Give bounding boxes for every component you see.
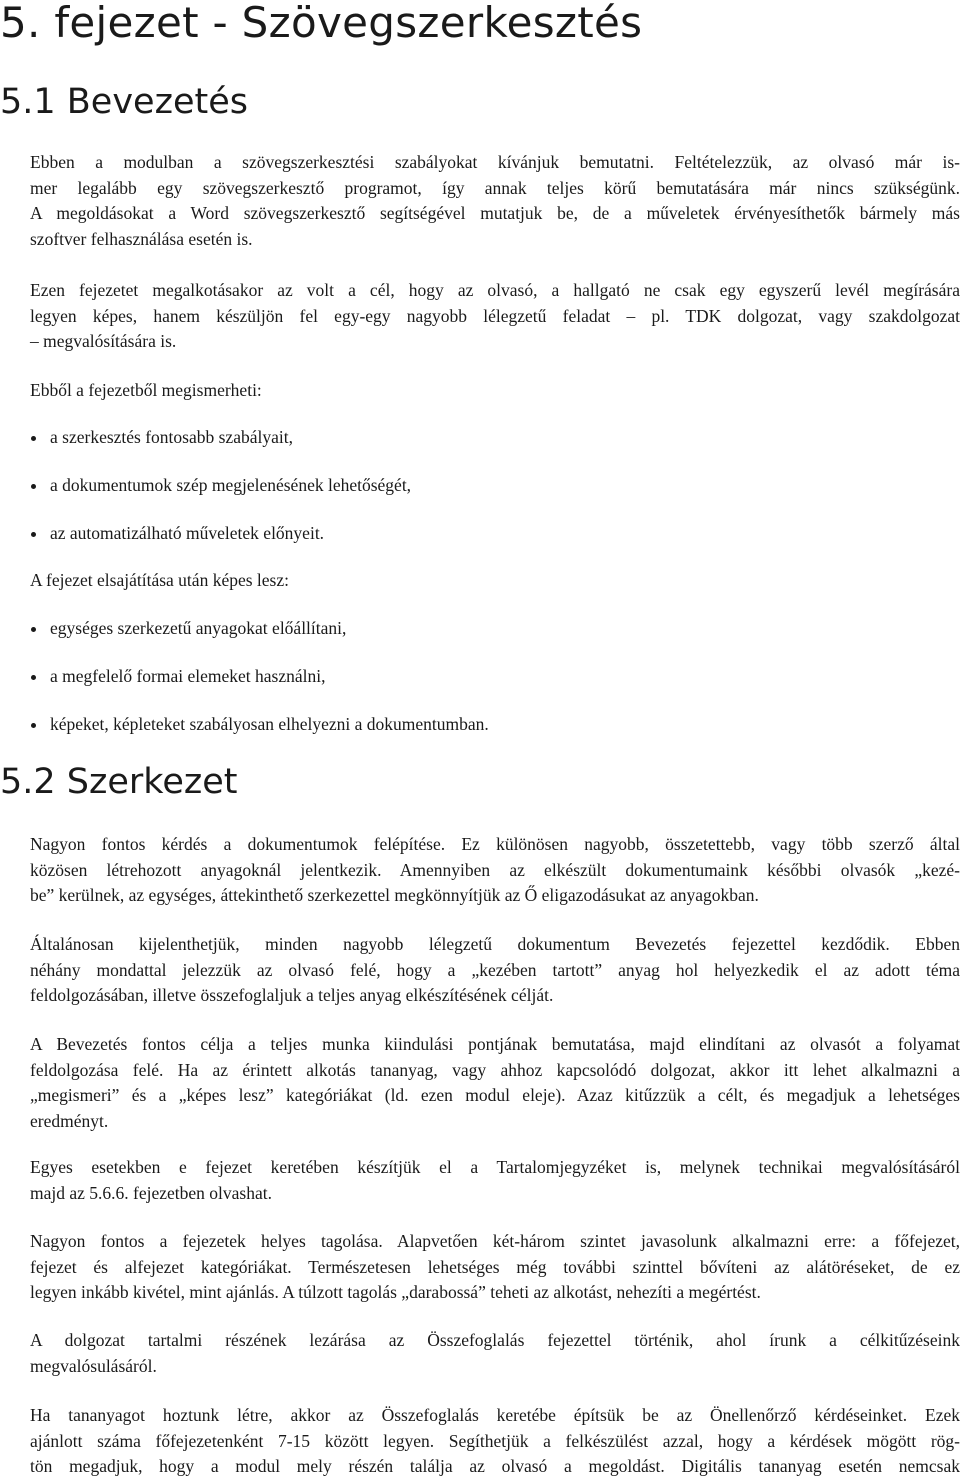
text-line: néhány mondattal jelezzük az olvasó felé, hogy a „kezében tartott” anyag hol helyezkedik el az adott téma xyxy=(30,959,960,980)
text-line: eredményt. xyxy=(30,1110,109,1131)
paragraph-szerkezet-4 xyxy=(30,1155,960,1206)
text-line: legyen inkább kivétel, mint ajánlás. A túlzott tagolás „darabossá” teheti az alkotást, nehezíti a megértést. xyxy=(30,1282,761,1303)
list-item xyxy=(30,712,489,738)
bullet-icon xyxy=(31,675,36,680)
text-line: Általánosan kijelenthetjük, minden nagyobb lélegzetű dokumentum Bevezetés fejezettel kezdődik. Ebben xyxy=(30,934,960,954)
list-item-text: az automatizálható műveletek előnyeit. xyxy=(50,522,325,543)
text-line: feldolgozása felé. Ha az érintett alkotás tananyag, vagy ahhoz kapcsolódó dolgozat, akkor itt lehet alkalmazni a xyxy=(30,1059,960,1080)
list-item xyxy=(30,473,411,499)
text-line: A Bevezetés fontos célja a teljes munka kiindulási pontjának bemutatása, majd elindítani az olvasót a folyamat xyxy=(30,1034,960,1054)
text-line: fejezet és alfejezet kategóriákat. Természetesen lehetséges még további szinttel bővíteni az alátöréseket, de ez xyxy=(30,1256,960,1277)
text-line: Nagyon fontos kérdés a dokumentumok felépítése. Ez különösen nagyobb, összetettebb, vagy több szerző által xyxy=(30,834,960,854)
text-line: – megvalósítására is. xyxy=(30,331,177,352)
text-line: megvalósulásáról. xyxy=(30,1355,157,1376)
paragraph-szerkezet-7 xyxy=(30,1403,960,1480)
text-line: legyen képes, hanem készüljön fel egy-egy nagyobb lélegzetű feladat – pl. TDK dolgozat, vagy szakdolgozat xyxy=(30,305,960,326)
text-line: A megoldásokat a Word szövegszerkesztő segítségével mutatjuk be, de a műveletek érvényesíthetők bármely más xyxy=(30,203,960,224)
paragraph-intro-1 xyxy=(30,150,960,252)
list-item-text: a szerkesztés fontosabb szabályait, xyxy=(50,427,293,447)
paragraph-szerkezet-6 xyxy=(30,1328,960,1379)
list-item-text: a megfelelő formai elemeket használni, xyxy=(50,665,326,686)
text-line: Egyes esetekben e fejezet keretében készítjük el a Tartalomjegyzéket is, melynek technikai megvalósításáról xyxy=(30,1157,960,1177)
bullet-icon xyxy=(31,627,36,632)
bullet-icon xyxy=(31,532,36,537)
list-item-text: egységes szerkezetű anyagokat előállítani, xyxy=(50,618,347,638)
paragraph-szerkezet-3 xyxy=(30,1032,960,1134)
text-line: feldolgozásában, illetve összefoglaljuk a teljes anyag elkészítésének célját. xyxy=(30,985,554,1006)
text-line: közösen létrehozott anyagoknál jelentkezik. Amennyiben az elkészült dokumentumaink későbbi olvasók „kezé- xyxy=(30,859,960,880)
bullet-icon xyxy=(31,484,36,489)
chapter-title: 5. fejezet - Szövegszerkesztés xyxy=(0,0,643,47)
list-item xyxy=(30,425,411,451)
bullet-list-megismerheti xyxy=(30,425,411,569)
text-line: ajánlott száma főfejezetenként 7-15 között legyen. Segíthetjük a felkészülést azzal, hogy a kérdések mögött rög- xyxy=(30,1430,960,1451)
paragraph-szerkezet-5 xyxy=(30,1229,960,1306)
text-line: A dolgozat tartalmi részének lezárása az Összefoglalás fejezettel történik, ahol írunk a célkitűzéseink xyxy=(30,1330,960,1350)
text-line: „megismeri” és a „képes lesz” kategóriákat (ld. ezen modul eleje). Azaz kitűzzük a célt, és megadjuk a lehetséges xyxy=(30,1085,960,1106)
bullet-list-kepes-lesz xyxy=(30,616,489,760)
bullet-icon xyxy=(31,436,36,441)
text-line: Ebben a modulban a szövegszerkesztési szabályokat kívánjuk bemutatni. Feltételezzük, az olvasó már is- xyxy=(30,152,960,172)
section-heading-szerkezet: 5.2 Szerkezet xyxy=(0,762,238,802)
list-lead-kepes-lesz: A fejezet elsajátítása után képes lesz: xyxy=(30,570,289,590)
text-line: Nagyon fontos a fejezetek helyes tagolása. Alapvetően két-három szintet javasolunk alkalmazni erre: a főfejezet, xyxy=(30,1231,960,1251)
paragraph-szerkezet-2 xyxy=(30,932,960,1009)
list-item xyxy=(30,664,489,690)
paragraph-szerkezet-1 xyxy=(30,832,960,909)
text-line: szoftver felhasználása esetén is. xyxy=(30,228,253,249)
text-line: be” kerülnek, az egységes, áttekinthető szerkezettel megkönnyítjük az Ő eligazodásukat az anyagokban. xyxy=(30,885,759,906)
text-line: Ezen fejezetet megalkotásakor az volt a cél, hogy az olvasó, a hallgató ne csak egy egyszerű levél megírására xyxy=(30,280,960,300)
list-lead-megismerheti: Ebből a fejezetből megismerheti: xyxy=(30,380,262,400)
list-item-text: képeket, képleteket szabályosan elhelyezni a dokumentumban. xyxy=(50,713,489,734)
list-item xyxy=(30,521,411,547)
list-item-text: a dokumentumok szép megjelenésének lehetőségét, xyxy=(50,474,412,495)
text-line: tön megadjuk, hogy a modul mely részén találja az olvasó a megoldást. Digitális tananyag esetén nemcsak xyxy=(30,1456,960,1477)
list-item xyxy=(30,616,489,642)
section-heading-bevezetes: 5.1 Bevezetés xyxy=(0,82,248,122)
text-line: Ha tananyagot hoztunk létre, akkor az Összefoglalás keretébe építsük be az Önellenőrző kérdéseinket. Ezek xyxy=(30,1405,960,1425)
text-line: majd az 5.6.6. fejezetben olvashat. xyxy=(30,1182,272,1203)
paragraph-intro-2 xyxy=(30,278,960,355)
text-line: mer legalább egy szövegszerkesztő programot, így annak teljes körű bemutatására már nincs szükségünk. xyxy=(30,177,960,198)
bullet-icon xyxy=(31,723,36,728)
